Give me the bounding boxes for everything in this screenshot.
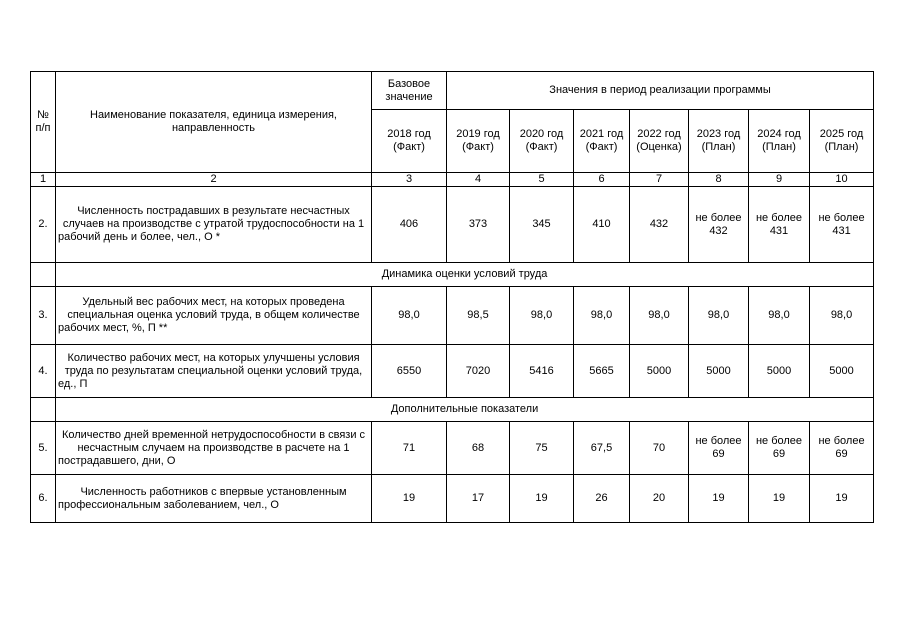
indicator-name: Численность пострадавших в результате несчастных случаев на производстве с утратой трудоспособности на 1 рабочий день и более, чел., О * xyxy=(56,187,372,263)
value-cell: 5665 xyxy=(574,345,630,398)
col-number: 2 xyxy=(56,173,372,187)
value-cell: 98,0 xyxy=(574,287,630,345)
indicator-name: Количество рабочих мест, на которых улучшены условия труда по результатам специальной оценки условий труда, ед., П xyxy=(56,345,372,398)
header-year: 2018 год (Факт) xyxy=(372,110,447,173)
header-base: Базовое значение xyxy=(372,72,447,110)
section-spacer xyxy=(31,263,56,287)
table-row xyxy=(31,475,874,523)
value-cell: не более 432 xyxy=(689,187,749,263)
value-cell: 75 xyxy=(510,422,574,475)
section-spacer xyxy=(31,398,56,422)
indicator-name: Удельный вес рабочих мест, на которых проведена специальная оценка условий труда, в общем количестве рабочих мест, %, П ** xyxy=(56,287,372,345)
value-cell: 19 xyxy=(810,475,874,523)
section-title-dynamics: Динамика оценки условий труда xyxy=(56,263,874,287)
table-row xyxy=(31,345,874,398)
value-cell: 345 xyxy=(510,187,574,263)
value-cell: 19 xyxy=(510,475,574,523)
value-cell: 68 xyxy=(447,422,510,475)
col-number: 5 xyxy=(510,173,574,187)
row-number: 2. xyxy=(31,187,56,263)
value-cell: 7020 xyxy=(447,345,510,398)
table-row xyxy=(31,187,874,263)
value-cell: 98,0 xyxy=(630,287,689,345)
value-cell: 98,0 xyxy=(372,287,447,345)
value-cell: 20 xyxy=(630,475,689,523)
value-cell: 98,0 xyxy=(810,287,874,345)
value-cell: 98,0 xyxy=(749,287,810,345)
value-cell: 19 xyxy=(749,475,810,523)
col-number: 8 xyxy=(689,173,749,187)
row-number: 4. xyxy=(31,345,56,398)
header-year: 2023 год (План) xyxy=(689,110,749,173)
value-cell: 17 xyxy=(447,475,510,523)
value-cell: 19 xyxy=(372,475,447,523)
table-row xyxy=(31,287,874,345)
col-number: 9 xyxy=(749,173,810,187)
value-cell: не более 431 xyxy=(749,187,810,263)
value-cell: не более 69 xyxy=(810,422,874,475)
col-number: 3 xyxy=(372,173,447,187)
row-number: 6. xyxy=(31,475,56,523)
value-cell: 5000 xyxy=(630,345,689,398)
value-cell: 67,5 xyxy=(574,422,630,475)
indicators-table xyxy=(30,71,874,523)
col-number: 10 xyxy=(810,173,874,187)
value-cell: 5000 xyxy=(810,345,874,398)
value-cell: 432 xyxy=(630,187,689,263)
section-title-additional: Дополнительные показатели xyxy=(56,398,874,422)
value-cell: 373 xyxy=(447,187,510,263)
value-cell: 98,0 xyxy=(510,287,574,345)
header-year: 2019 год (Факт) xyxy=(447,110,510,173)
value-cell: 5000 xyxy=(749,345,810,398)
value-cell: не более 431 xyxy=(810,187,874,263)
value-cell: 410 xyxy=(574,187,630,263)
header-name: Наименование показателя, единица измерения, направленность xyxy=(56,72,372,173)
row-number: 3. xyxy=(31,287,56,345)
col-number: 1 xyxy=(31,173,56,187)
value-cell: 5416 xyxy=(510,345,574,398)
value-cell: 98,0 xyxy=(689,287,749,345)
header-year: 2022 год (Оценка) xyxy=(630,110,689,173)
indicator-name: Численность работников с впервые установленным профессиональным заболеванием, чел., О xyxy=(56,475,372,523)
header-year: 2024 год (План) xyxy=(749,110,810,173)
value-cell: 406 xyxy=(372,187,447,263)
header-year: 2020 год (Факт) xyxy=(510,110,574,173)
value-cell: 6550 xyxy=(372,345,447,398)
value-cell: 19 xyxy=(689,475,749,523)
col-number: 4 xyxy=(447,173,510,187)
indicator-name: Количество дней временной нетрудоспособности в связи с несчастным случаем на производстве в расчете на 1 пострадавшего, дни, О xyxy=(56,422,372,475)
header-year: 2025 год (План) xyxy=(810,110,874,173)
value-cell: 70 xyxy=(630,422,689,475)
header-year: 2021 год (Факт) xyxy=(574,110,630,173)
col-number: 7 xyxy=(630,173,689,187)
header-period: Значения в период реализации программы xyxy=(447,72,874,110)
value-cell: 26 xyxy=(574,475,630,523)
col-number: 6 xyxy=(574,173,630,187)
value-cell: 98,5 xyxy=(447,287,510,345)
value-cell: не более 69 xyxy=(689,422,749,475)
row-number: 5. xyxy=(31,422,56,475)
table-row xyxy=(31,422,874,475)
value-cell: 71 xyxy=(372,422,447,475)
value-cell: 5000 xyxy=(689,345,749,398)
value-cell: не более 69 xyxy=(749,422,810,475)
header-num: № п/п xyxy=(31,72,56,173)
